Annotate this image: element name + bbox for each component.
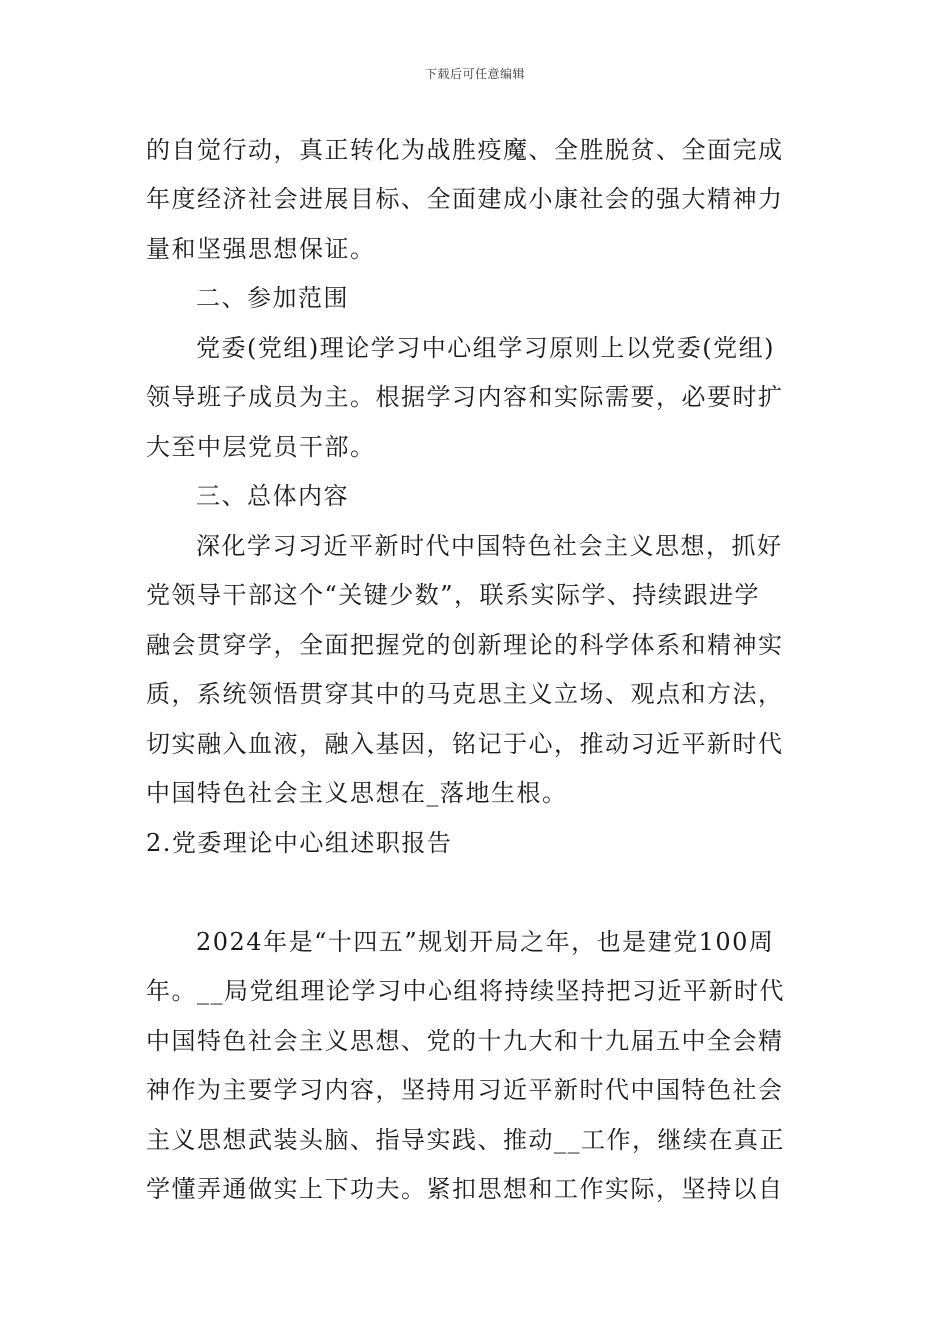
body-line-17: 年。__局党组理论学习中心组将持续坚持把习近平新时代	[146, 977, 785, 1005]
page-header-watermark: 下载后可任意编辑	[424, 67, 525, 81]
body-line-20: 主义思想武装头脑、指导实践、推动__工作，继续在真正	[146, 1126, 785, 1154]
body-line-5: 党委(党组)理论学习中心组学习原则上以党委(党组)	[196, 334, 775, 362]
document-title: 2.党委理论中心组述职报告	[146, 829, 453, 857]
body-line-21: 学懂弄通做实上下功夫。紧扣思想和工作实际，坚持以自	[146, 1175, 784, 1203]
body-line-3: 量和坚强思想保证。	[146, 235, 376, 263]
body-line-9: 深化学习习近平新时代中国特色社会主义思想，抓好	[196, 532, 783, 560]
section-heading-content: 三、总体内容	[196, 482, 349, 510]
section-heading-scope: 二、参加范围	[196, 284, 349, 312]
body-line-2: 年度经济社会进展目标、全面建成小康社会的强大精神力	[146, 185, 784, 213]
body-line-10: 党领导干部这个“关键少数”，联系实际学、持续跟进学	[146, 581, 761, 609]
body-line-12: 质，系统领悟贯穿其中的马克思主义立场、观点和方法，	[146, 680, 784, 708]
body-line-11: 融会贯穿学，全面把握党的创新理论的科学体系和精神实	[146, 631, 784, 659]
body-line-6: 领导班子成员为主。根据学习内容和实际需要，必要时扩	[146, 383, 784, 411]
body-line-1: 的自觉行动，真正转化为战胜疫魔、全胜脱贫、全面完成	[146, 136, 784, 164]
body-line-13: 切实融入血液，融入基因，铭记于心，推动习近平新时代	[146, 730, 784, 758]
body-line-16: 2024年是“十四五”规划开局之年，也是建党100周	[196, 928, 775, 956]
body-line-18: 中国特色社会主义思想、党的十九大和十九届五中全会精	[146, 1027, 784, 1055]
body-line-7: 大至中层党员干部。	[146, 433, 376, 461]
body-line-14: 中国特色社会主义思想在_落地生根。	[146, 779, 568, 807]
body-line-19: 神作为主要学习内容，坚持用习近平新时代中国特色社会	[146, 1076, 784, 1104]
